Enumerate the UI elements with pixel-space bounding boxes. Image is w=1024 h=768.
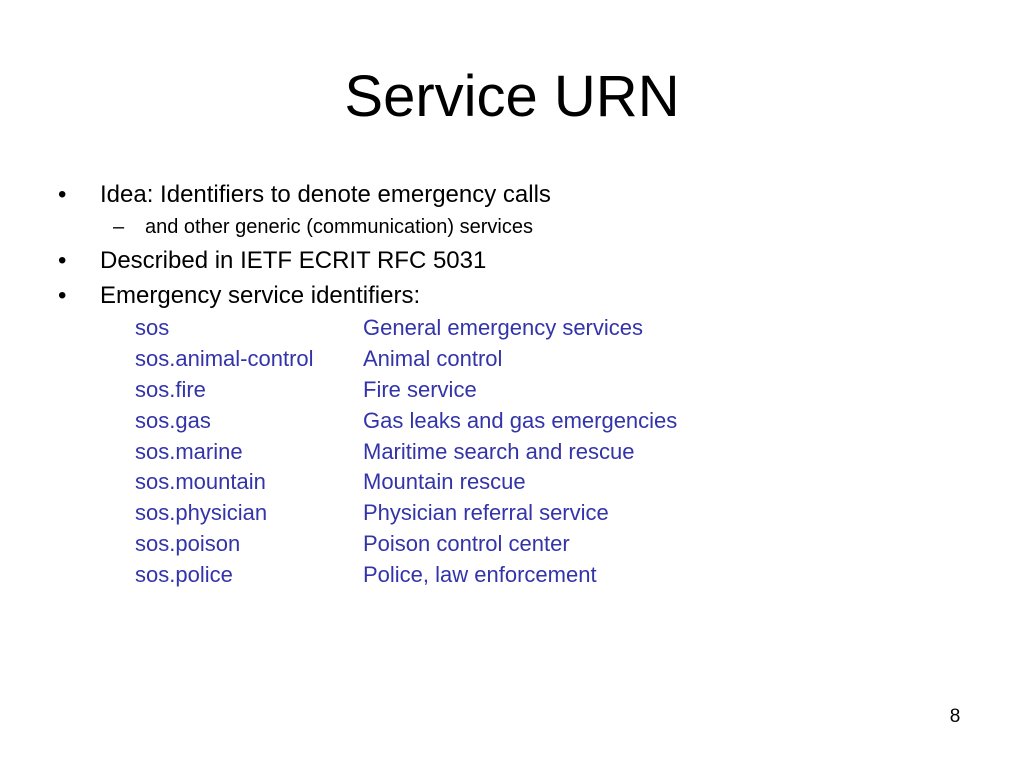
service-description: Fire service	[363, 376, 477, 402]
service-urn: sos.gas	[135, 407, 211, 433]
bullet-marker: •	[58, 282, 67, 309]
bullet-idea-text: Idea: Identifiers to denote emergency calls	[100, 181, 551, 208]
sub-bullet-text: and other generic (communication) services	[145, 216, 533, 238]
service-urn: sos.police	[135, 561, 233, 587]
service-description: Animal control	[363, 346, 503, 372]
service-description: Police, law enforcement	[363, 561, 597, 587]
service-urn: sos	[135, 315, 170, 341]
table-row	[135, 344, 677, 375]
service-urn: sos.marine	[135, 438, 243, 464]
bullet-described	[58, 246, 486, 276]
page-number: 8	[949, 706, 961, 727]
service-description: Gas leaks and gas emergencies	[363, 407, 678, 433]
slide-title: Service URN	[344, 64, 680, 129]
table-row	[135, 313, 677, 344]
table-row	[135, 498, 677, 529]
table-row	[135, 436, 677, 467]
service-urn: sos.physician	[135, 500, 268, 526]
bullet-idea	[58, 180, 551, 210]
service-identifier-table	[135, 313, 677, 590]
service-description: Poison control center	[363, 530, 570, 556]
bullet-identifiers	[58, 281, 420, 311]
service-description: General emergency services	[363, 315, 644, 341]
service-urn: sos.mountain	[135, 469, 266, 495]
service-urn: sos.poison	[135, 530, 241, 556]
service-urn: sos.fire	[135, 376, 206, 402]
dash-marker: –	[113, 216, 125, 238]
table-row	[135, 467, 677, 498]
table-row	[135, 529, 677, 560]
table-row	[135, 405, 677, 436]
service-description: Maritime search and rescue	[363, 438, 635, 464]
table-row	[135, 375, 677, 406]
sub-bullet-generic-services	[113, 214, 533, 240]
service-description: Mountain rescue	[363, 469, 526, 495]
service-description: Physician referral service	[363, 500, 609, 526]
bullet-identifiers-text: Emergency service identifiers:	[100, 282, 421, 309]
table-row	[135, 559, 677, 590]
bullet-described-text: Described in IETF ECRIT RFC 5031	[100, 247, 487, 274]
bullet-marker: •	[58, 181, 67, 208]
bullet-marker: •	[58, 247, 67, 274]
service-urn: sos.animal-control	[135, 346, 314, 372]
